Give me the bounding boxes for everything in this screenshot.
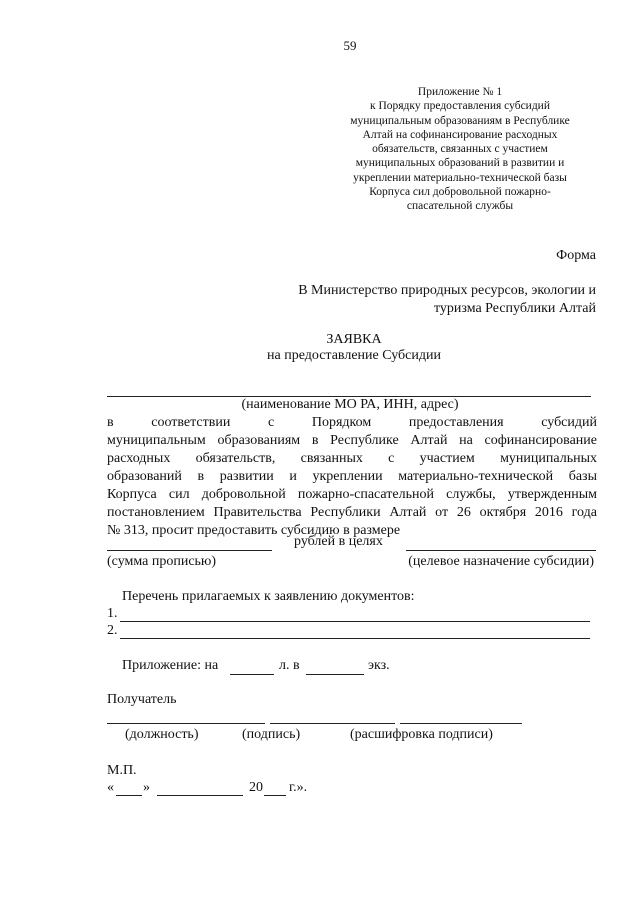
appendix-line: спасательной службы — [406, 200, 514, 213]
attachment-suffix: экз. — [368, 658, 390, 673]
appendix-header — [320, 85, 600, 214]
appendix-line: Корпуса сил добровольной пожарно- — [369, 186, 551, 199]
decryption-field[interactable] — [400, 723, 522, 724]
document-item-2-field[interactable] — [120, 638, 590, 639]
appendix-line: укреплении материально-технической базы — [353, 171, 567, 184]
purpose-caption: (целевое назначение субсидии) — [408, 554, 594, 569]
paragraph-line: образований в развитии и укреплении материально-технической базы — [107, 469, 597, 484]
amount-field[interactable] — [107, 550, 272, 551]
documents-heading: Перечень прилагаемых к заявлению документов: — [122, 589, 415, 604]
addressee — [298, 282, 596, 318]
purpose-field[interactable] — [406, 550, 596, 551]
addressee-line: В Министерство природных ресурсов, экологии и — [298, 283, 596, 298]
appendix-line: обязательств, связанных с участием — [372, 143, 548, 156]
attachment-middle: л. в — [279, 658, 300, 673]
applicant-caption: (наименование МО РА, ИНН, адрес) — [241, 397, 459, 412]
stamp-label: М.П. — [107, 763, 137, 778]
document-title: ЗАЯВКА — [326, 332, 382, 347]
document-subtitle: на предоставление Субсидии — [267, 348, 441, 363]
position-field[interactable] — [107, 723, 265, 724]
signature-caption: (подпись) — [242, 727, 301, 742]
date-month-field[interactable] — [157, 795, 243, 796]
date-day-field[interactable] — [116, 795, 142, 796]
date-open-quote: « — [107, 780, 114, 795]
paragraph-line: расходных обязательств, связанных с участием муниципальных — [107, 451, 597, 466]
date-close-quote: » — [143, 780, 150, 795]
page-number: 59 — [343, 38, 357, 53]
attachment-prefix: Приложение: на — [122, 658, 219, 673]
document-item-number: 1. — [107, 606, 118, 621]
appendix-line: к Порядку предоставления субсидий — [370, 100, 550, 113]
paragraph-line: в соответствии с Порядком предоставления субсидий — [107, 415, 597, 430]
appendix-line: Приложение № 1 — [417, 86, 503, 98]
document-item-number: 2. — [107, 623, 118, 638]
amount-caption: (сумма прописью) — [107, 554, 217, 569]
date-year-prefix: 20 — [249, 780, 263, 795]
appendix-line: Алтай на софинансирование расходных — [362, 128, 558, 141]
paragraph-line: муниципальным образованиям в Республике Алтай на софинансирование — [107, 433, 597, 448]
decryption-caption: (расшифровка подписи) — [350, 727, 493, 742]
document-item-1-field[interactable] — [120, 621, 590, 622]
appendix-line: муниципальных образований в развитии и — [355, 157, 565, 170]
appendix-line: муниципальным образованиям в Республике — [350, 114, 570, 127]
addressee-line: туризма Республики Алтай — [433, 301, 596, 316]
paragraph-line: № 313, просит предоставить субсидию в размере — [107, 523, 401, 538]
attachment-sheets-field[interactable] — [230, 674, 274, 675]
form-label: Форма — [556, 248, 596, 263]
recipient-label: Получатель — [107, 692, 177, 707]
position-caption: (должность) — [125, 727, 199, 742]
signature-field[interactable] — [270, 723, 395, 724]
paragraph-line: Корпуса сил добровольной пожарно-спасательной службы, утвержденным — [107, 487, 597, 502]
amount-purpose-text: рублей в целях — [294, 534, 383, 549]
date-suffix: г.». — [289, 780, 308, 795]
request-paragraph — [107, 414, 597, 540]
paragraph-line: постановлением Правительства Республики Алтай от 26 октября 2016 года — [107, 505, 597, 520]
date-year-field[interactable] — [264, 795, 286, 796]
attachment-copies-field[interactable] — [306, 674, 364, 675]
